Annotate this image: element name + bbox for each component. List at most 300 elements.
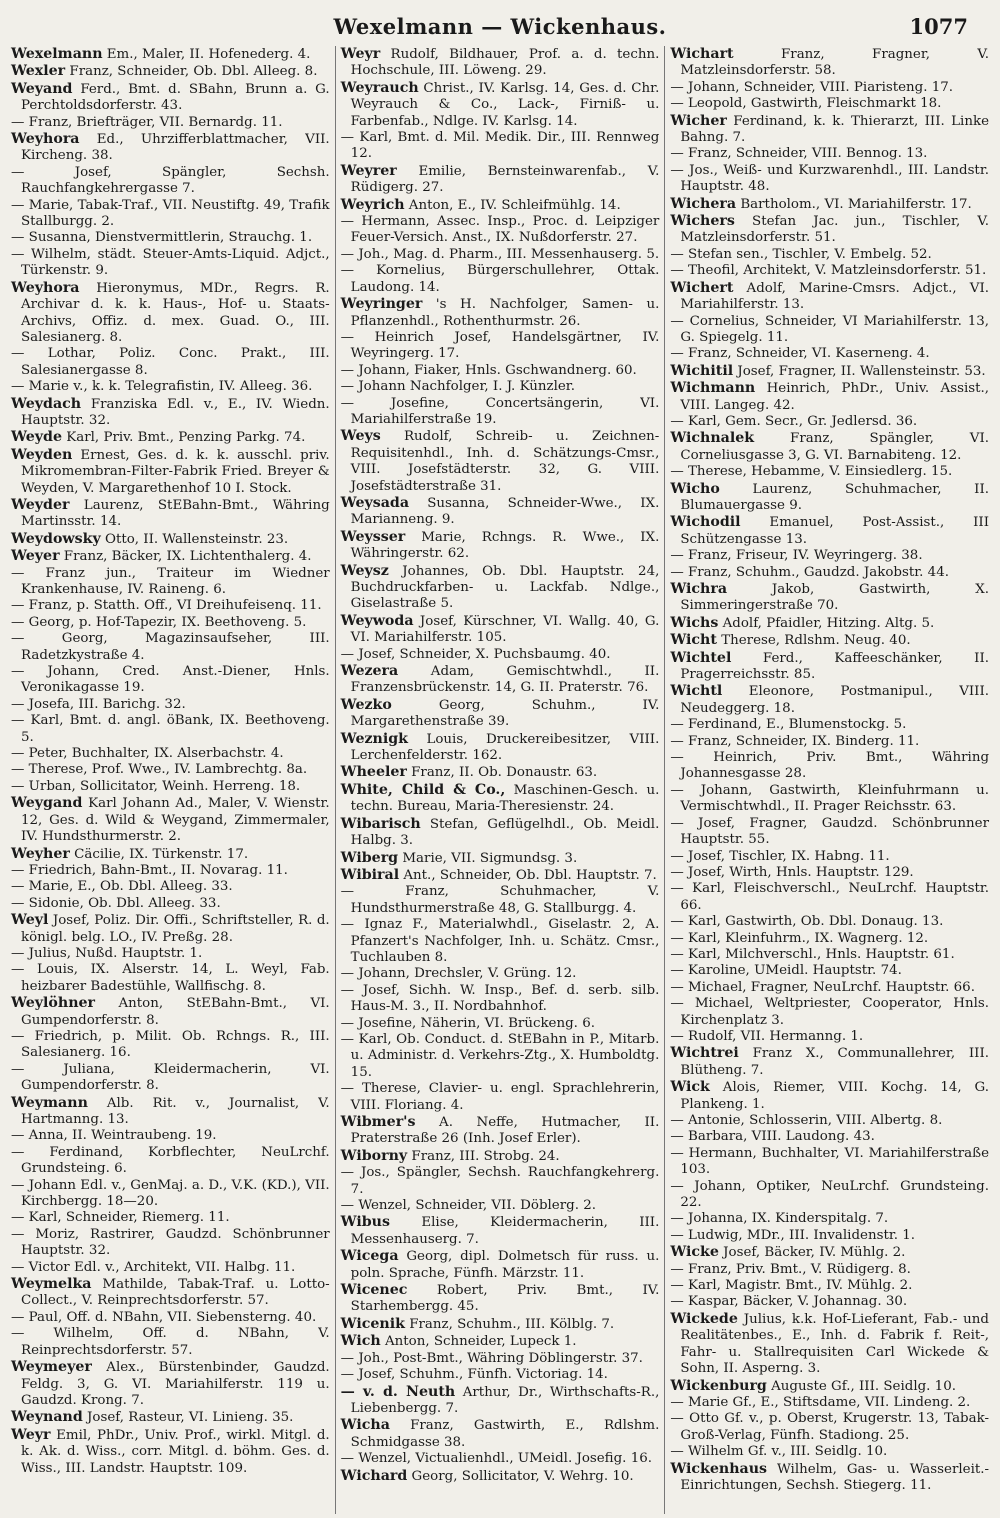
directory-entry xyxy=(341,917,660,966)
entry-surname: Weyand xyxy=(11,80,73,97)
entry-details: — Josef, Schuhm., Fünfh. Victoriag. 14. xyxy=(340,1367,608,1383)
entry-details: — Franz, Schneider, VI. Kaserneng. 4. xyxy=(670,346,930,362)
entry-details: — Johann, Schneider, VIII. Piaristeng. 17. xyxy=(670,79,954,95)
entry-surname: Wichodil xyxy=(670,514,741,531)
directory-entry xyxy=(670,1045,989,1079)
entry-details: — Paul, Off. d. NBahn, VII. Siebensterng. 40. xyxy=(11,1309,317,1325)
directory-entry xyxy=(670,581,989,615)
directory-entry xyxy=(11,896,330,912)
directory-entry xyxy=(670,615,989,632)
entry-details: — Friedrich, p. Milit. Ob. Rchngs. R., III. Salesianerg. 16. xyxy=(11,1028,330,1061)
entry-details: Karl, Priv. Bmt., Penzing Parkg. 74. xyxy=(62,430,306,446)
directory-entry xyxy=(341,1351,660,1367)
directory-entry xyxy=(11,115,330,131)
entry-details: — Peter, Buchhalter, IX. Alserbachstr. 4. xyxy=(11,746,284,762)
entry-details: Elise, Kleidermacherin, III. Messenhauserg. 7. xyxy=(350,1215,660,1247)
directory-entry xyxy=(670,565,989,581)
entry-details: — Michael, Weltpriester, Cooperator, Hnls. Kirchenplatz 3. xyxy=(670,996,990,1028)
entry-details: Josef, Rasteur, VI. Linieng. 35. xyxy=(82,1410,294,1426)
directory-entry xyxy=(341,764,660,781)
directory-entry xyxy=(341,884,660,917)
entry-surname: Wibmer's xyxy=(340,1114,416,1130)
entry-details: — Josef, Fragner, Gaudzd. Schönbrunner Hauptstr. 55. xyxy=(670,815,990,848)
entry-details: — Karl, Bmt. d. angl. öBank, IX. Beethoveng. 5. xyxy=(11,713,330,745)
entry-details: — Ludwig, MDr., III. Invalidenstr. 1. xyxy=(670,1227,916,1243)
directory-entry xyxy=(341,197,660,214)
directory-entry xyxy=(670,481,989,515)
entry-surname: Wichra xyxy=(670,581,728,597)
entry-surname: Weyde xyxy=(11,429,62,446)
entry-details: — Heinrich Josef, Handelsgärtner, IV. Weyringerg. 17. xyxy=(340,329,660,362)
entry-surname: Wichtl xyxy=(670,683,723,700)
entry-details: — Karl, Milchverschl., Hnls. Hauptstr. 61. xyxy=(670,946,955,962)
directory-entry xyxy=(341,1384,660,1418)
entry-surname: Wichitil xyxy=(670,362,734,379)
entry-details: Julius, k.k. Hof-Lieferant, Fab.- und Realitätenbes., E., Inh. d. Fabrik f. Reit-, Fahr- u. Stallrequisiten Carl Wickede & Sohn, II. Asperng. 3. xyxy=(680,1311,990,1377)
entry-surname: Weygand xyxy=(11,795,83,812)
directory-entry xyxy=(341,1114,660,1148)
entry-details: — Ferdinand, Korbflechter, NeuLrchf. Grundsteing. 6. xyxy=(11,1144,330,1177)
directory-entry xyxy=(670,363,989,380)
directory-entry xyxy=(341,1248,660,1282)
entry-details: — Rudolf, VII. Hermanng. 1. xyxy=(670,1028,864,1044)
entry-details: — Karl, Magistr. Bmt., IV. Mühlg. 2. xyxy=(670,1278,913,1294)
directory-entry xyxy=(341,396,660,429)
directory-entry xyxy=(670,947,989,963)
directory-entry xyxy=(11,1359,330,1409)
entry-surname: Wheeler xyxy=(340,764,407,781)
entry-details: Adam, Gemischtwhdl., II. Franzensbrückenstr. 14, G. II. Praterstr. 76. xyxy=(350,664,660,696)
entry-details: Franziska Edl. v., E., IV. Wiedn. Hauptstr. 32. xyxy=(21,396,330,428)
entry-surname: Wichard xyxy=(340,1467,408,1484)
entry-details: — Moriz, Rastrirer, Gaudzd. Schönbrunner Hauptstr. 32. xyxy=(11,1226,330,1259)
directory-entry xyxy=(11,879,330,895)
entry-details: — Franz, Briefträger, VII. Bernardg. 11. xyxy=(11,114,283,130)
entry-details: — Therese, Prof. Wwe., IV. Lambrechtg. 8a. xyxy=(11,762,308,778)
entry-surname: Weysada xyxy=(340,494,410,511)
entry-details: — Franz jun., Traiteur im Wiedner Krankenhause, IV. Raineng. 6. xyxy=(11,565,330,597)
directory-entry xyxy=(670,380,989,414)
directory-entry xyxy=(11,379,330,395)
entry-details: Stefan Jac. jun., Tischler, V. Matzleinsdorferstr. 51. xyxy=(680,214,990,246)
entry-surname: Wickede xyxy=(670,1310,738,1327)
entry-surname: Weyl xyxy=(11,912,49,929)
entry-details: — Wilhelm, städt. Steuer-Amts-Liquid. Adjct., Türkenstr. 9. xyxy=(11,246,330,279)
directory-entry xyxy=(670,963,989,979)
entry-details: — Wenzel, Victualienhdl., UMeidl. Josefig. 16. xyxy=(340,1451,652,1467)
directory-entry xyxy=(341,1282,660,1316)
entry-details: — Johann, Cred. Anst.-Diener, Hnls. Veronikagasse 19. xyxy=(11,664,330,696)
entry-details: Marie, Rchngs. R. Wwe., IX. Währingerstr. 62. xyxy=(350,529,660,562)
entry-details: — Karl, Gastwirth, Ob. Dbl. Donaug. 13. xyxy=(670,914,944,930)
entry-details: — Franz, p. Statth. Off., VI Dreihufeisenq. 11. xyxy=(11,598,322,614)
entry-details: — Kornelius, Bürgerschullehrer, Ottak. Laudong. 14. xyxy=(340,263,660,295)
entry-surname: Wichtrei xyxy=(670,1045,739,1062)
directory-entry xyxy=(670,514,989,548)
entry-details: Emanuel, Post-Assist., III Schützengasse 13. xyxy=(680,515,990,547)
entry-details: Johannes, Ob. Dbl. Hauptstr. 24, Buchdruckfarben- u. Lackfab. Ndlge., Giselastraße 5. xyxy=(350,563,660,612)
directory-entry xyxy=(670,1278,989,1294)
entry-surname: Wiberg xyxy=(340,849,399,866)
directory-entry xyxy=(11,396,330,430)
entry-details: — Jos., Spängler, Sechsh. Rauchfangkehrerg. 7. xyxy=(340,1165,660,1197)
entry-details: Bartholom., VI. Mariahilferstr. 17. xyxy=(736,196,972,212)
entry-surname: Weysser xyxy=(340,528,406,545)
entry-details: Emilie, Bernsteinwarenfab., V. Rüdigerg. 27. xyxy=(350,163,660,196)
entry-details: — Jos., Weiß- und Kurzwarenhdl., III. Landstr. Hauptstr. 48. xyxy=(670,162,990,195)
directory-entry xyxy=(341,663,660,697)
directory-entry xyxy=(670,816,989,849)
entry-surname: Weysz xyxy=(340,562,389,579)
directory-entry xyxy=(670,548,989,564)
entry-surname: Wiborny xyxy=(340,1147,408,1164)
entry-details: — Therese, Clavier- u. engl. Sprachlehrerin, VIII. Floriang. 4. xyxy=(340,1081,660,1113)
entry-surname: Wich xyxy=(340,1333,381,1350)
entry-details: — Sidonie, Ob. Dbl. Alleeg. 33. xyxy=(11,895,221,911)
entry-details: Rudolf, Schreib- u. Zeichnen-Requisitenhdl., Inh. d. Schätzungs-Cmsr., VIII. Josefstädterstr. 32, G. VIII. Josefstädterstraße 31. xyxy=(350,429,660,494)
directory-entry xyxy=(670,996,989,1029)
directory-entry xyxy=(11,863,330,879)
directory-entry xyxy=(341,1417,660,1451)
entry-surname: Weys xyxy=(340,428,381,445)
entry-surname: Wicha xyxy=(340,1417,390,1434)
directory-entry xyxy=(341,613,660,647)
entry-details: — Georg, p. Hof-Tapezir, IX. Beethoveng. 5. xyxy=(11,614,307,630)
entry-details: Christ., IV. Karlsg. 14, Ges. d. Chr. Weyrauch & Co., Lack-, Firniß- u. Farbenfab., Ndlge. IV. Karlsg. 14. xyxy=(350,80,660,129)
entry-details: — Wenzel, Schneider, VII. Döblerg. 2. xyxy=(340,1198,596,1214)
entry-details: — Josef, Sichh. W. Insp., Bef. d. serb. silb. Haus-M. 3., II. Nordbahnhof. xyxy=(340,982,660,1015)
entry-surname: Wibarisch xyxy=(340,815,421,832)
directory-entry xyxy=(670,1029,989,1045)
entry-details: — Anna, II. Weintraubeng. 19. xyxy=(11,1128,217,1144)
entry-surname: Weyr xyxy=(340,46,381,62)
entry-details: Jakob, Gastwirth, X. Simmeringerstraße 70. xyxy=(680,582,990,614)
directory-entry xyxy=(341,428,660,495)
page-title: Wexelmann — Wickenhaus. xyxy=(333,14,667,39)
entry-details: — Hermann, Buchhalter, VI. Mariahilferstraße 103. xyxy=(670,1145,990,1178)
entry-surname: Weymelka xyxy=(11,1276,92,1293)
entry-details: — Franz, Schneider, IX. Binderg. 11. xyxy=(670,733,920,749)
entry-surname: Wicenec xyxy=(340,1282,408,1299)
entry-details: Arthur, Dr., Wirthschafts-R., Liebenbergg. 7. xyxy=(350,1384,660,1416)
entry-details: — Hermann, Assec. Insp., Proc. d. Leipziger Feuer-Versich. Anst., IX. Nußdorferstr. 27. xyxy=(340,214,660,246)
directory-entry xyxy=(341,529,660,563)
entry-details: — Heinrich, Priv. Bmt., Währing Johannesgasse 28. xyxy=(670,750,990,782)
entry-details: Georg, dipl. Dolmetsch für russ. u. poln. Sprache, Fünfh. Märzstr. 11. xyxy=(350,1249,660,1281)
entry-details: Karl Johann Ad., Maler, V. Wienstr. 12, Ges. d. Wild & Weygand, Zimmermaler, IV. Hundsthurmerstr. 2. xyxy=(21,796,330,845)
entry-details: Adolf, Marine-Cmsrs. Adjct., VI. Mariahilferstr. 13. xyxy=(680,280,990,313)
directory-entry xyxy=(341,1198,660,1214)
entry-details: Franz, II. Ob. Donaustr. 63. xyxy=(406,765,598,781)
directory-entry xyxy=(11,165,330,198)
directory-entry xyxy=(11,1310,330,1326)
entry-details: Adolf, Pfaidler, Hitzing. Altg. 5. xyxy=(718,615,935,631)
entry-surname: Weyringer xyxy=(340,296,423,313)
entry-details: — Antonie, Schlosserin, VIII. Albertg. 8. xyxy=(670,1113,943,1128)
entry-details: — Karl, Schneider, Riemerg. 11. xyxy=(11,1210,230,1226)
entry-details: — Johann, Drechsler, V. Grüng. 12. xyxy=(340,966,577,982)
directory-entry xyxy=(670,849,989,865)
entry-details: Josef, Poliz. Dir. Offi., Schriftsteller, R. d. königl. belg. LO., IV. Preßg. 28. xyxy=(21,913,330,945)
entry-details: Laurenz, Schuhmacher, II. Blumauergasse 9. xyxy=(680,481,990,513)
entry-surname: Wicho xyxy=(670,480,720,497)
directory-entry xyxy=(670,650,989,684)
entry-surname: Wichs xyxy=(670,614,719,631)
directory-entry xyxy=(341,1214,660,1248)
entry-details: Franz, Bäcker, IX. Lichtenthalerg. 4. xyxy=(59,549,312,565)
directory-entry xyxy=(670,163,989,196)
directory-entry xyxy=(11,697,330,713)
entry-details: Stefan, Geflügelhdl., Ob. Meidl. Halbg. 3. xyxy=(350,816,660,849)
directory-columns xyxy=(6,46,994,1514)
entry-surname: Wicke xyxy=(670,1244,719,1261)
directory-entry xyxy=(670,113,989,147)
entry-details: Franz, Schneider, Ob. Dbl. Alleeg. 8. xyxy=(65,64,318,80)
entry-surname: Wezera xyxy=(340,663,399,680)
directory-entry xyxy=(11,995,330,1029)
directory-entry xyxy=(11,198,330,231)
entry-surname: Wickenburg xyxy=(670,1377,767,1394)
directory-entry xyxy=(11,1145,330,1178)
entry-surname: Wexler xyxy=(11,63,66,80)
directory-entry xyxy=(11,63,330,80)
entry-surname: Wichers xyxy=(670,213,735,230)
directory-entry xyxy=(11,429,330,446)
directory-entry xyxy=(670,1113,989,1129)
entry-details: — Victor Edl. v., Architekt, VII. Halbg. 11. xyxy=(11,1259,296,1275)
directory-entry xyxy=(341,1081,660,1114)
directory-entry xyxy=(11,1178,330,1211)
directory-entry xyxy=(341,867,660,884)
entry-details: — Johann Nachfolger, I. J. Künzler. xyxy=(340,379,575,395)
entry-details: — Therese, Hebamme, V. Einsiedlerg. 15. xyxy=(670,464,953,480)
entry-details: — Franz, Schuhm., Gaudzd. Jakobstr. 44. xyxy=(670,564,949,580)
entry-details: Robert, Priv. Bmt., IV. Starhembergg. 45. xyxy=(350,1283,660,1315)
directory-entry xyxy=(670,1146,989,1179)
entry-details: — Wilhelm, Off. d. NBahn, V. Reinprechtsdorferstr. 57. xyxy=(11,1326,330,1358)
entry-details: — Josef, Spängler, Sechsh. Rauchfangkehrergasse 7. xyxy=(11,164,330,197)
entry-details: — Julius, Nußd. Hauptstr. 1. xyxy=(11,945,203,961)
entry-details: — Josefine, Concertsängerin, VI. Mariahilferstraße 19. xyxy=(340,395,660,427)
directory-entry xyxy=(670,1244,989,1261)
directory-entry xyxy=(341,1016,660,1032)
entry-surname: Wichart xyxy=(670,46,734,62)
entry-details: — Karl, Kleinfuhrm., IX. Wagnerg. 12. xyxy=(670,930,929,946)
directory-entry xyxy=(341,296,660,330)
directory-entry xyxy=(341,731,660,765)
directory-entry xyxy=(670,1311,989,1378)
directory-entry xyxy=(670,46,989,80)
entry-surname: Weydach xyxy=(11,395,82,412)
entry-surname: Wicht xyxy=(670,632,717,649)
directory-entry xyxy=(341,983,660,1016)
entry-details: — Stefan sen., Tischler, V. Embelg. 52. xyxy=(670,246,932,262)
entry-details: — Ferdinand, E., Blumenstockg. 5. xyxy=(670,717,907,733)
directory-entry xyxy=(11,497,330,531)
directory-entry xyxy=(341,363,660,379)
entry-details: — Josefa, III. Barichg. 32. xyxy=(11,696,186,712)
entry-details: — Franz, Priv. Bmt., V. Rüdigerg. 8. xyxy=(670,1261,911,1277)
entry-details: — Karl, Ob. Conduct. d. StEBahn in P., Mitarb. u. Administr. d. Verkehrs-Ztg., X. Humboldtg. 15. xyxy=(340,1031,660,1080)
directory-entry xyxy=(670,1262,989,1278)
directory-entry xyxy=(11,1227,330,1260)
entry-details: Rudolf, Bildhauer, Prof. a. d. techn. Hochschule, III. Löweng. 29. xyxy=(350,47,660,79)
entry-details: — Lothar, Poliz. Conc. Prakt., III. Salesianergasse 8. xyxy=(11,346,330,378)
entry-details: — Theofil, Architekt, V. Matzleinsdorferstr. 51. xyxy=(670,263,987,279)
entry-details: Cäcilie, IX. Türkenstr. 17. xyxy=(69,846,249,862)
directory-entry xyxy=(670,914,989,930)
directory-entry xyxy=(11,664,330,697)
directory-entry xyxy=(11,548,330,565)
entry-details: Mathilde, Tabak-Traf. u. Lotto-Collect., V. Reinprechtsdorferstr. 57. xyxy=(21,1277,330,1309)
entry-details: Auguste Gf., III. Seidlg. 10. xyxy=(766,1378,956,1394)
directory-entry xyxy=(11,746,330,762)
directory-entry xyxy=(670,783,989,816)
directory-entry xyxy=(11,779,330,795)
entry-surname: Wichtel xyxy=(670,649,732,666)
entry-details: — Ignaz F., Materialwhdl., Giselastr. 2, A. Pfanzert's Nachfolger, Inh. u. Schätz. Cmsr., Tuchlauben 8. xyxy=(340,917,660,965)
directory-entry xyxy=(341,782,660,816)
directory-entry xyxy=(341,130,660,163)
entry-details: — Franz, Schneider, VIII. Bennog. 13. xyxy=(670,146,928,162)
entry-details: Alois, Riemer, VIII. Kochg. 14, G. Plankeng. 1. xyxy=(680,1080,990,1112)
entry-details: Georg, Sollicitator, V. Wehrg. 10. xyxy=(407,1468,634,1484)
entry-surname: Weznigk xyxy=(340,730,408,747)
entry-details: Franz, Schuhm., III. Kölblg. 7. xyxy=(404,1316,615,1332)
entry-details: Franz X., Communallehrer, III. Blütheng. 7. xyxy=(680,1046,990,1078)
entry-surname: Wick xyxy=(670,1079,710,1096)
directory-entry xyxy=(11,81,330,115)
entry-details: — Barbara, VIII. Laudong. 43. xyxy=(670,1129,875,1145)
entry-surname: Weyr xyxy=(11,1426,51,1443)
directory-entry xyxy=(670,247,989,263)
directory-entry xyxy=(341,1451,660,1467)
entry-details: Anton, E., IV. Schleifmühlg. 14. xyxy=(404,197,621,213)
entry-details: — Wilhelm Gf. v., III. Seidlg. 10. xyxy=(670,1444,888,1460)
entry-details: Otto, II. Wallensteinstr. 23. xyxy=(100,531,289,547)
entry-details: — Michael, Fragner, NeuLrchf. Hauptstr. 66. xyxy=(670,979,975,995)
directory-entry xyxy=(341,850,660,867)
entry-surname: Wicega xyxy=(340,1248,399,1265)
directory-entry xyxy=(670,881,989,914)
entry-details: Ant., Schneider, Ob. Dbl. Hauptstr. 7. xyxy=(399,867,657,883)
entry-details: Ferd., Kaffeeschänker, II. Pragerreichsstr. 85. xyxy=(680,650,990,683)
entry-details: — Johann, Gastwirth, Kleinfuhrmann u. Vermischtwhdl., II. Prager Reichsstr. 63. xyxy=(670,782,990,815)
directory-entry xyxy=(341,214,660,247)
directory-entry xyxy=(670,1294,989,1310)
directory-entry xyxy=(11,846,330,863)
entry-surname: Wichera xyxy=(670,195,737,212)
directory-entry xyxy=(670,632,989,649)
directory-entry xyxy=(341,1316,660,1333)
directory-entry xyxy=(670,1079,989,1113)
entry-details: — Friedrich, Bahn-Bmt., II. Novarag. 11. xyxy=(11,862,288,878)
entry-details: — Marie v., k. k. Telegrafistin, IV. Alleeg. 36. xyxy=(11,379,313,395)
directory-entry xyxy=(670,980,989,996)
entry-details: — Joh., Post-Bmt., Währing Döblingerstr. 37. xyxy=(340,1350,643,1366)
directory-entry xyxy=(670,263,989,279)
directory-entry xyxy=(670,196,989,213)
entry-surname: Weyrich xyxy=(340,196,405,213)
directory-entry xyxy=(11,713,330,746)
directory-entry xyxy=(341,1148,660,1165)
entry-details: — Susanna, Dienstvermittlerin, Strauchg. 1. xyxy=(11,230,313,246)
directory-entry xyxy=(11,615,330,631)
entry-details: — Johann, Fiaker, Hnls. Gschwandnerg. 60. xyxy=(340,362,637,378)
directory-entry xyxy=(11,566,330,599)
entry-details: Anton, StEBahn-Bmt., VI. Gumpendorferstr. 8. xyxy=(21,996,330,1028)
directory-entry xyxy=(670,146,989,162)
entry-details: Heinrich, PhDr., Univ. Assist., VIII. Langeg. 42. xyxy=(680,381,990,413)
directory-entry xyxy=(670,80,989,96)
entry-details: Marie, VII. Sigmundsg. 3. xyxy=(398,850,578,866)
entry-details: — Urban, Sollicitator, Weinh. Herreng. 18. xyxy=(11,778,301,794)
directory-entry xyxy=(11,1128,330,1144)
entry-details: Emil, PhDr., Univ. Prof., wirkl. Mitgl. d. k. Ak. d. Wiss., corr. Mitgl. d. böhm. Ges. d. Wiss., III. Landstr. Hauptstr. 109. xyxy=(21,1427,330,1476)
entry-details: — Johann, Optiker, NeuLrchf. Grundsteing. 22. xyxy=(670,1178,990,1211)
entry-details: — Marie, Tabak-Traf., VII. Neustiftg. 49, Trafik Stallburgg. 2. xyxy=(11,197,330,230)
entry-details: Therese, Rdlshm. Neug. 40. xyxy=(716,633,911,649)
column-1 xyxy=(6,46,336,1514)
directory-entry xyxy=(670,1129,989,1145)
directory-entry xyxy=(670,865,989,881)
entry-details: — Joh., Mag. d. Pharm., III. Messenhauserg. 5. xyxy=(340,246,660,262)
entry-details: — Josefine, Näherin, VI. Brückeng. 6. xyxy=(340,1015,595,1031)
entry-details: Franz, Fragner, V. Matzleinsdorferstr. 58. xyxy=(680,47,990,79)
directory-entry xyxy=(341,46,660,80)
directory-entry xyxy=(670,314,989,347)
entry-surname: Wicenik xyxy=(340,1315,405,1332)
entry-details: — Josef, Schneider, X. Puchsbaumg. 40. xyxy=(340,646,611,662)
directory-entry xyxy=(11,598,330,614)
entry-details: Ernest, Ges. d. k. k. ausschl. priv. Mikromembran-Filter-Fabrik Fried. Breyer & Weyden, V. Margarethenhof 10 I. Stock. xyxy=(21,447,330,496)
directory-entry xyxy=(11,795,330,845)
directory-entry xyxy=(341,1333,660,1350)
entry-details: Louis, Druckereibesitzer, VIII. Lerchenfelderstr. 162. xyxy=(350,731,660,764)
directory-entry xyxy=(341,816,660,850)
entry-details: Wilhelm, Gas- u. Wasserleit.-Einrichtungen, Sechsh. Stiegerg. 11. xyxy=(680,1461,990,1493)
entry-surname: Weyhora xyxy=(11,131,80,148)
entry-surname: Weyhora xyxy=(11,279,80,296)
entry-surname: Weywoda xyxy=(340,612,414,629)
entry-details: — Cornelius, Schneider, VI Mariahilferstr. 13, G. Spiegelg. 11. xyxy=(670,313,990,345)
entry-surname: — v. d. Neuth xyxy=(340,1383,456,1400)
directory-entry xyxy=(341,80,660,130)
directory-entry xyxy=(341,1165,660,1198)
directory-entry xyxy=(11,280,330,347)
directory-entry xyxy=(11,1260,330,1276)
entry-details: — Karl, Fleischverschl., NeuLrchf. Hauptstr. 66. xyxy=(670,881,990,913)
column-3 xyxy=(665,46,994,1514)
entry-surname: Weyden xyxy=(11,446,73,463)
entry-details: Ferdinand, k. k. Thierarzt, III. Linke Bahng. 7. xyxy=(680,113,990,146)
directory-entry xyxy=(11,1029,330,1062)
entry-surname: Weyer xyxy=(11,548,60,565)
directory-entry xyxy=(11,46,330,63)
entry-surname: Wezko xyxy=(340,696,392,713)
directory-entry xyxy=(670,464,989,480)
entry-surname: Wichert xyxy=(670,279,734,296)
directory-entry xyxy=(11,762,330,778)
directory-entry xyxy=(341,697,660,731)
directory-entry xyxy=(11,346,330,379)
entry-details: Alb. Rit. v., Journalist, V. Hartmanng. 13. xyxy=(21,1095,330,1127)
directory-entry xyxy=(11,131,330,165)
entry-surname: Wicher xyxy=(670,112,727,129)
entry-details: — Otto Gf. v., p. Oberst, Krugerstr. 13, Tabak-Groß-Verlag, Fünfh. Stadiong. 25. xyxy=(670,1411,990,1443)
directory-entry xyxy=(11,946,330,962)
entry-surname: Weyrer xyxy=(340,162,397,179)
